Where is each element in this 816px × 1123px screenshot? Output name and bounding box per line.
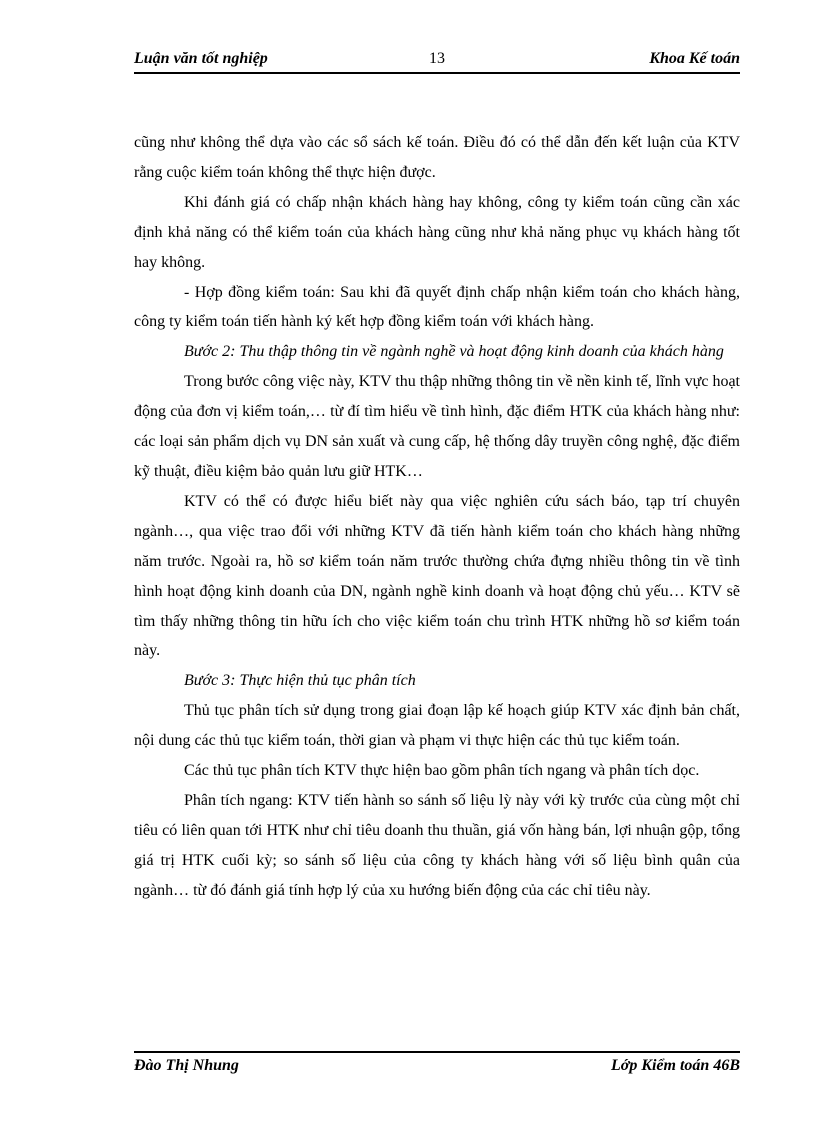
page-number: 13 [429,50,445,67]
paragraph: KTV có thể có được hiểu biết này qua việc nghiên cứu sách báo, tạp trí chuyên ngành…, qua việc trao đổi với những KTV đã tiến hành kiểm toán cho khách hàng những năm trước. Ngoài ra, hồ sơ kiểm toán năm trước thường chứa đựng nhiều thông tin về tình hình hoạt động kinh doanh của DN, ngành nghề kinh doanh và hoạt động chủ yếu… KTV sẽ tìm thấy những thông tin hữu ích cho việc kiểm toán chu trình HTK những hồ sơ kiểm toán này. [134,492,740,660]
body-text [134,128,740,906]
footer-author: Đào Thị Nhung [134,1057,239,1074]
page-footer [134,1051,740,1079]
paragraph: Khi đánh giá có chấp nhận khách hàng hay không, công ty kiểm toán cũng cần xác định khả năng có thể kiểm toán của khách hàng cũng như khả năng phục vụ khách hàng tốt hay không. [134,193,740,271]
paragraph: cũng như không thể dựa vào các sổ sách kế toán. Điều đó có thể dẫn đến kết luận của KTV rằng cuộc kiểm toán không thể thực hiện được. [134,134,740,181]
paragraph: Trong bước công việc này, KTV thu thập những thông tin về nền kinh tế, lĩnh vực hoạt động của đơn vị kiểm toán,… từ đí tìm hiểu về tình hình, đặc điểm HTK của khách hàng như: các loại sản phẩm dịch vụ DN sản xuất và cung cấp, hệ thống dây truyền công nghệ, đặc điểm kỹ thuật, điều kiệm bảo quản lưu giữ HTK… [134,373,740,480]
header-thesis-title: Luận văn tốt nghiệp [134,50,268,67]
paragraph: Thủ tục phân tích sử dụng trong giai đoạn lập kế hoạch giúp KTV xác định bản chất, nội dung các thủ tục kiểm toán, thời gian và phạm vi thực hiện các thủ tục kiểm toán. [134,702,740,750]
paragraph: - Hợp đồng kiểm toán: Sau khi đã quyết định chấp nhận kiểm toán cho khách hàng, công ty kiểm toán tiến hành ký kết hợp đồng kiểm toán với khách hàng. [134,283,740,331]
step-heading: Bước 3: Thực hiện thủ tục phân tích [184,672,416,690]
footer-class: Lớp Kiểm toán 46B [610,1057,740,1074]
header-department: Khoa Kế toán [649,50,740,67]
paragraph: Phân tích ngang: KTV tiến hành so sánh số liệu lỳ này với kỳ trước của cùng một chỉ tiêu có liên quan tới HTK như chỉ tiêu doanh thu thuần, giá vốn hàng bán, lợi nhuận gộp, tổng giá trị HTK cuối kỳ; so sánh số liệu của công ty khách hàng với số liệu bình quân của ngành… từ đó đánh giá tính hợp lý của xu hướng biến động của các chỉ tiêu này. [134,791,740,899]
step-heading: Bước 2: Thu thập thông tin về ngành nghề và hoạt động kinh doanh của khách hàng [184,343,724,361]
paragraph: Các thủ tục phân tích KTV thực hiện bao gồm phân tích ngang và phân tích dọc. [184,762,700,780]
page-header [134,46,740,74]
